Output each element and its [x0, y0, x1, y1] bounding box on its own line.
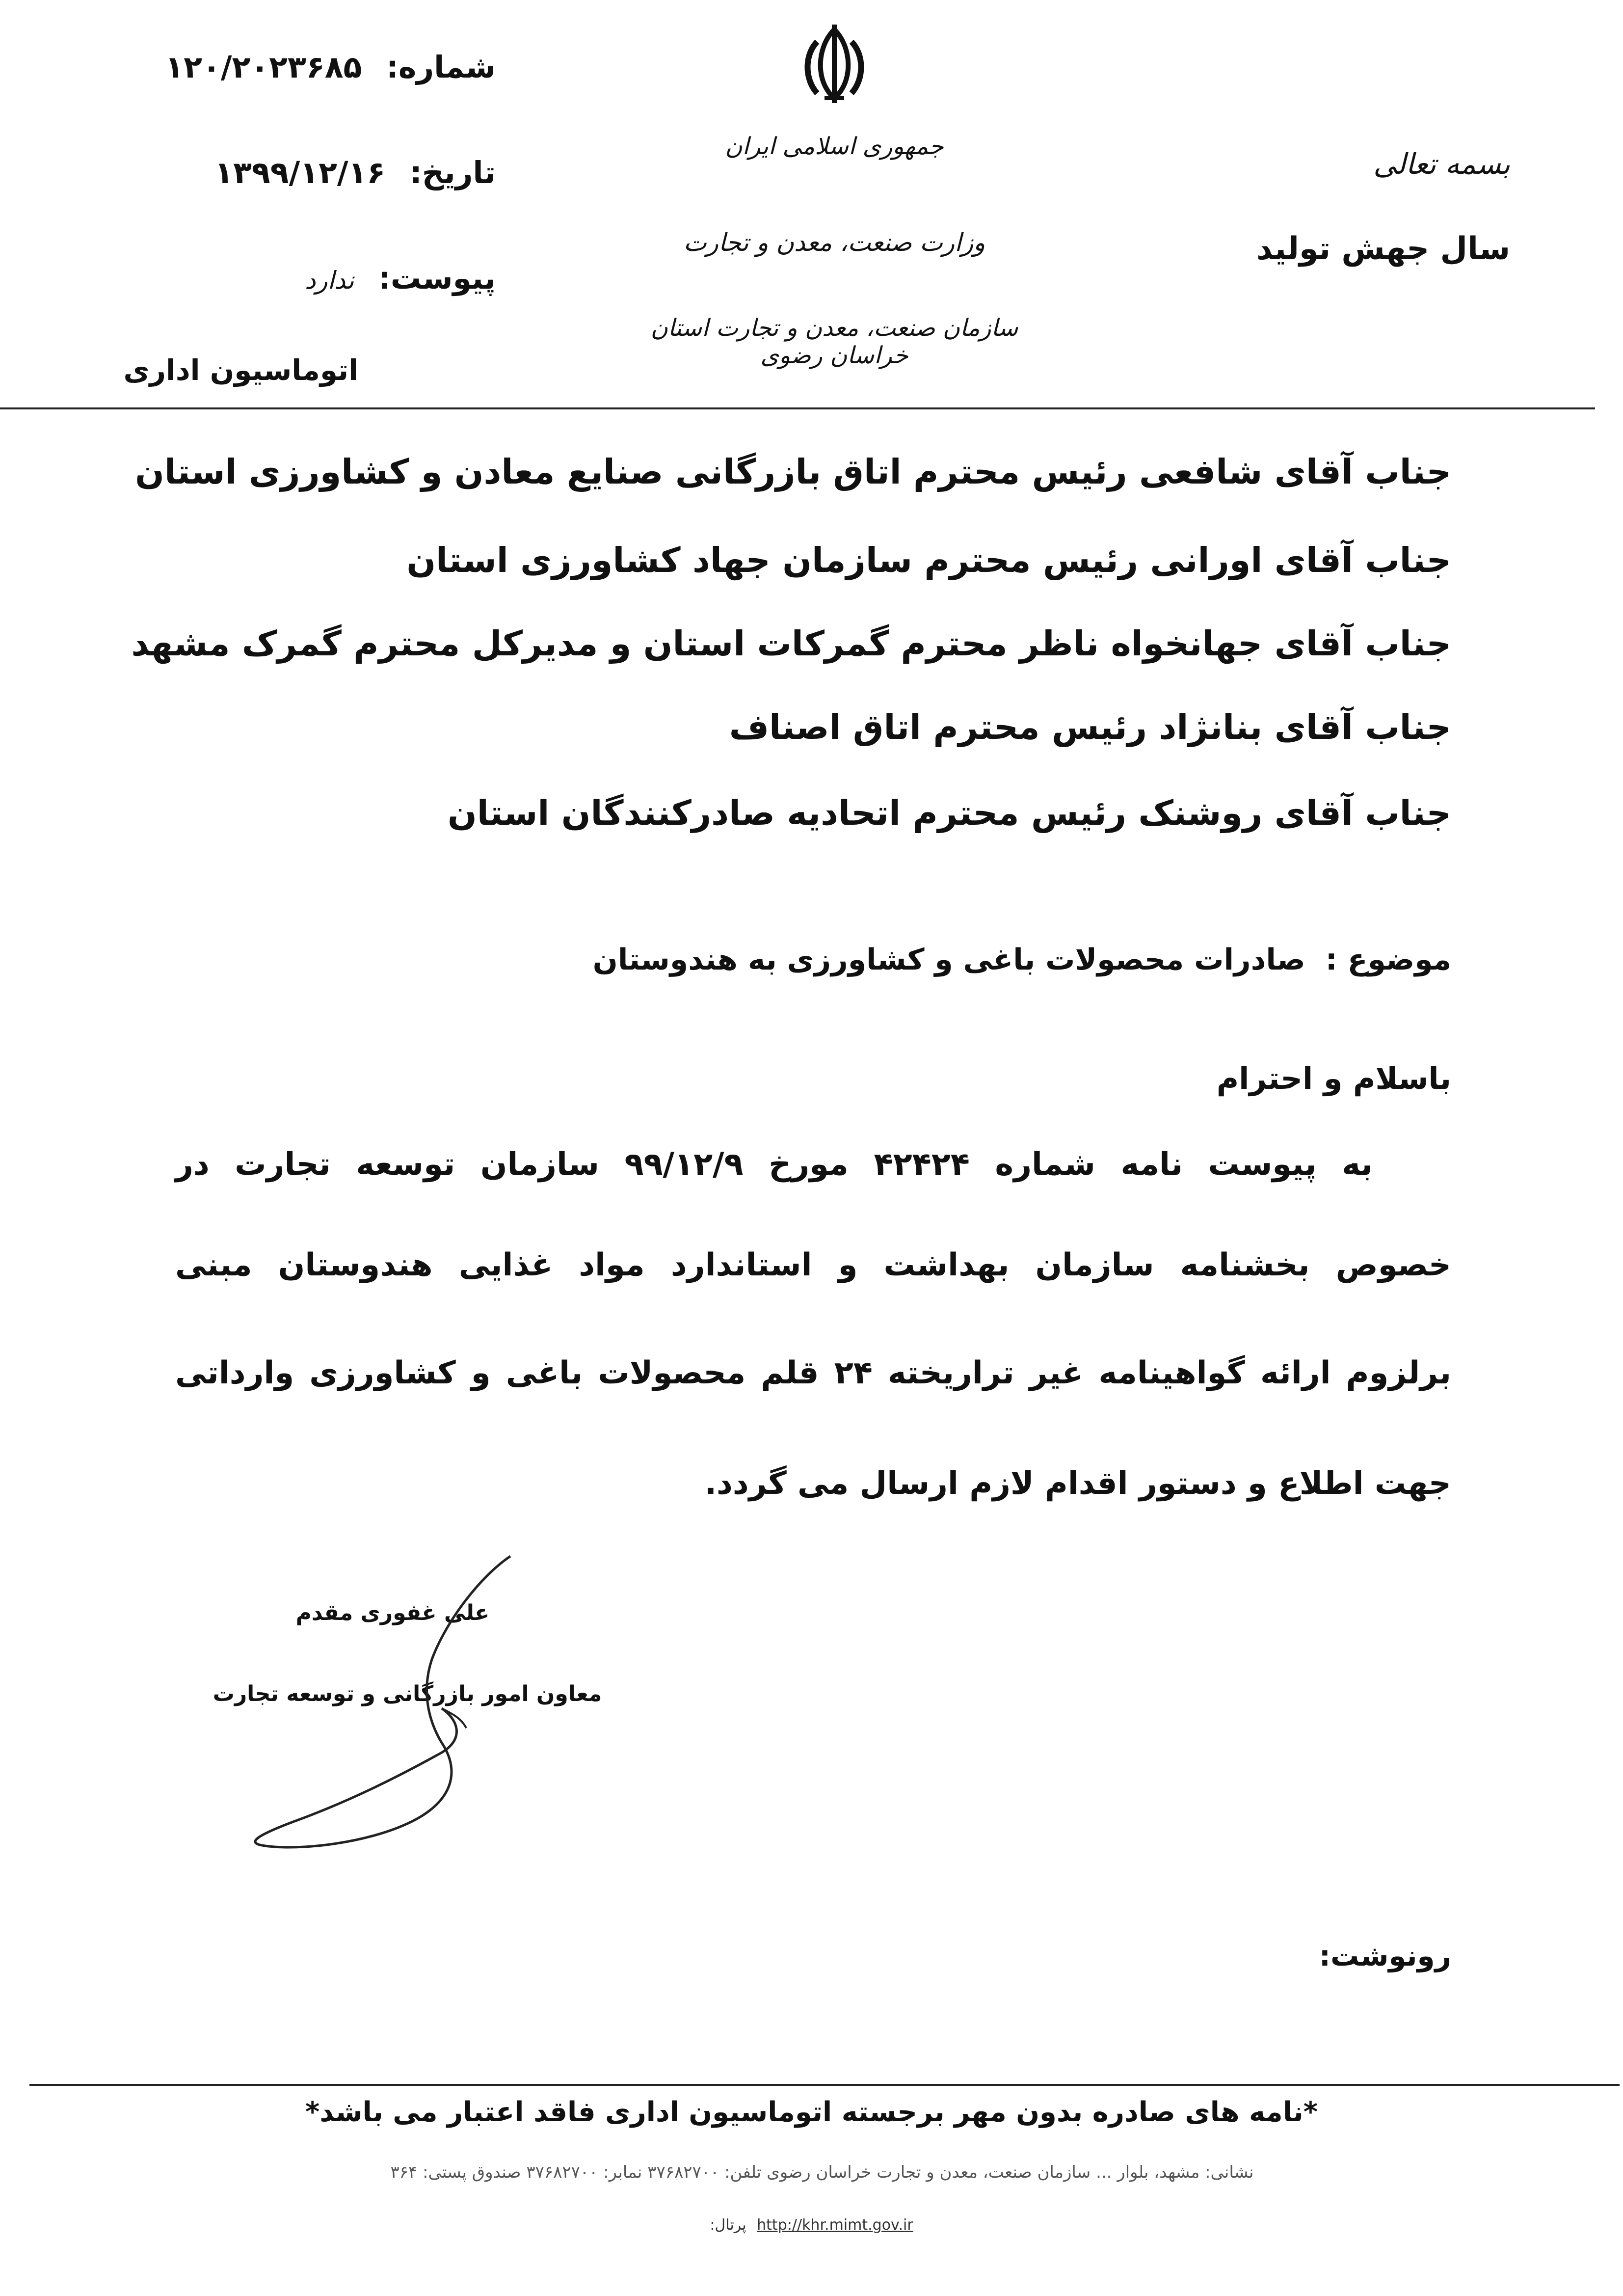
subject-line — [593, 943, 1451, 977]
org-line-ministry: وزارت صنعت، معدن و تجارت — [683, 228, 985, 257]
footer-validity-note: *نامه های صادره بدون مهر برجسته اتوماسیون اداری فاقد اعتبار می باشد* — [305, 2096, 1318, 2128]
body-line: جهت اطلاع و دستور اقدام لازم ارسال می گردد. — [704, 1465, 1451, 1502]
cc-label: رونوشت: — [1319, 1939, 1451, 1972]
body-line: به پیوست نامه شماره ۴۲۴۲۴ مورخ ۹۹/۱۲/۹ سازمان توسعه تجارت در — [175, 1146, 1373, 1183]
subject-label: موضوع : — [1325, 943, 1451, 977]
letter-date-label: تاریخ: — [409, 155, 496, 190]
footer-website-link[interactable]: http://khr.mimt.gov.ir — [757, 2216, 913, 2234]
body-line: خصوص بخشنامه سازمان بهداشت و استاندارد مواد غذایی هندوستان مبنی — [175, 1247, 1451, 1283]
signatory-title: معاون امور بازرگانی و توسعه تجارت — [213, 1681, 602, 1706]
addressee-line: جناب آقای اورانی رئیس محترم سازمان جهاد کشاورزی استان — [406, 540, 1451, 580]
footer-divider — [29, 2084, 1620, 2086]
header-divider — [0, 407, 1595, 409]
addressee-line: جناب آقای روشنک رئیس محترم اتحادیه صادرکنندگان استان — [447, 793, 1451, 833]
letter-number-label: شماره: — [386, 49, 496, 85]
letter-number-value: ۱۲۰/۲۰۲۳۶۸۵ — [165, 49, 362, 85]
letter-date-row — [103, 155, 496, 190]
letter-date-value: ۱۳۹۹/۱۲/۱۶ — [214, 155, 386, 190]
letter-attachment-label: پیوست: — [378, 260, 496, 296]
greeting-text: باسلام و احترام — [1216, 1060, 1451, 1096]
addressee-line: جناب آقای جهانخواه ناظر محترم گمرکات استان و مدیرکل محترم گمرک مشهد — [131, 623, 1451, 664]
letter-attachment-value: ندارد — [304, 266, 354, 295]
letter-attachment-row — [103, 260, 496, 296]
addressee-line: جناب آقای بنانژاد رئیس محترم اتاق اصناف — [729, 707, 1451, 747]
org-line-republic: جمهوری اسلامی ایران — [725, 133, 944, 160]
org-line-organization: سازمان صنعت، معدن و تجارت استان خراسان رضوی — [650, 314, 1018, 369]
letter-number-row — [103, 49, 496, 85]
invocation-text: بسمه تعالی — [1373, 147, 1510, 181]
footer-address: نشانی: مشهد، بلوار ... سازمان صنعت، معدن و تجارت خراسان رضوی تلفن: ۳۷۶۸۲۷۰۰ نمابر: ۳۷۶۸۲۷۰۰ صندوق پستی: ۳۶۴ — [390, 2162, 1254, 2182]
subject-text: صادرات محصولات باغی و کشاورزی به هندوستان — [592, 943, 1305, 977]
footer-website-row — [0, 2216, 1623, 2234]
handwritten-signature — [236, 1546, 530, 1861]
iran-emblem-icon — [790, 20, 878, 108]
signatory-name: علی غفوری مقدم — [295, 1600, 490, 1625]
year-slogan: سال جهش تولید — [1256, 231, 1510, 267]
footer-website-label: پرتال: — [710, 2216, 746, 2234]
body-line: برلزوم ارائه گواهینامه غیر تراریخته ۲۴ قلم محصولات باغی و کشاورزی وارداتی — [175, 1355, 1452, 1391]
office-automation-label: اتوماسیون اداری — [123, 353, 358, 387]
addressee-line: جناب آقای شافعی رئیس محترم اتاق بازرگانی صنایع معادن و کشاورزی استان — [135, 452, 1451, 492]
